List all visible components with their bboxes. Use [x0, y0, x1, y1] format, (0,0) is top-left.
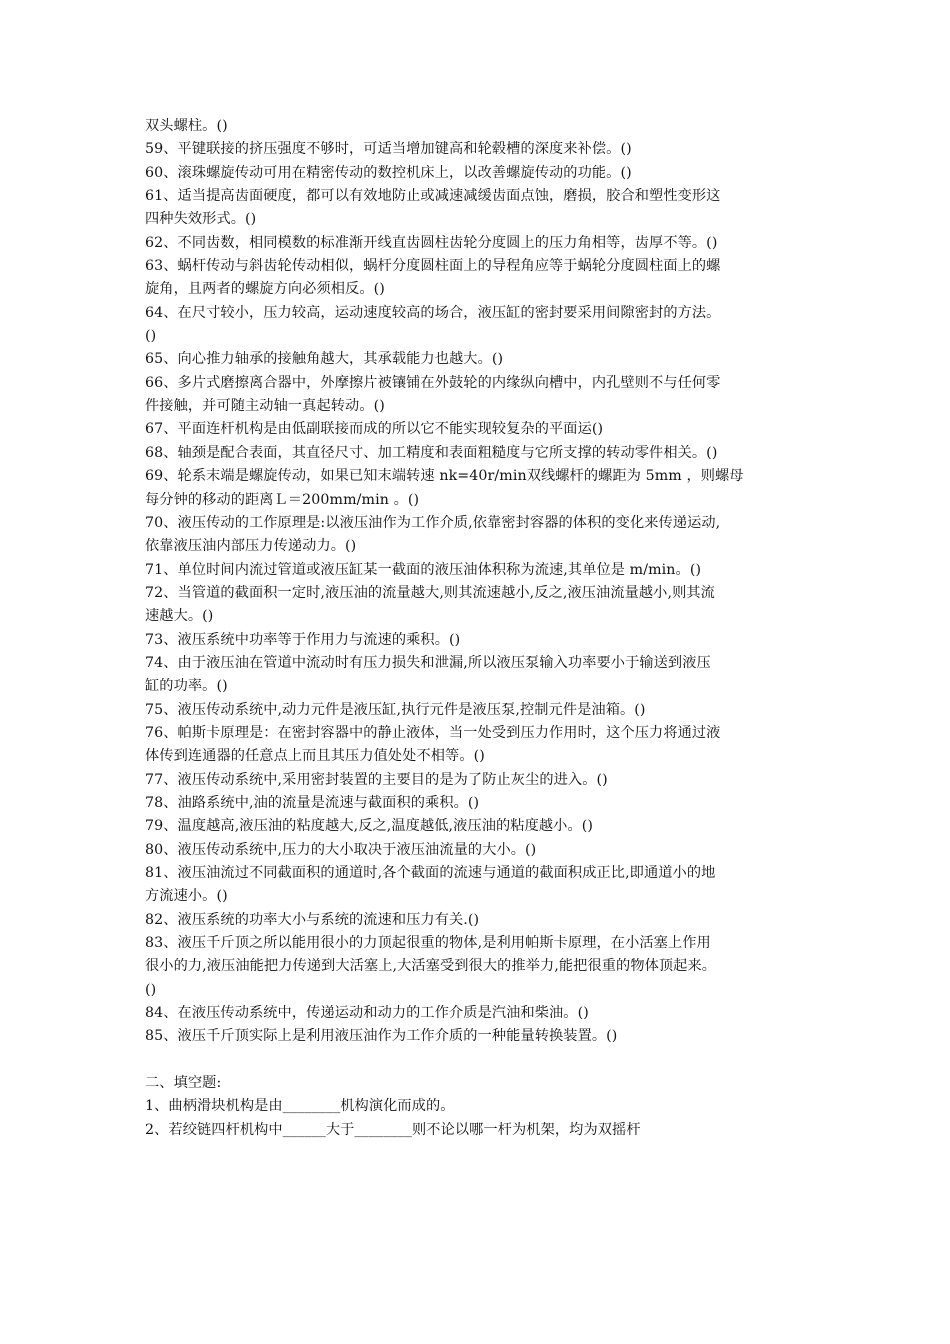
text-line: 依靠液压油内部压力传递动力。() [145, 538, 357, 555]
blank-line [145, 1049, 815, 1072]
text-line: 81、液压油流过不同截面积的通道时,各个截面的流速与通道的截面积成正比,即通道小的地 [145, 865, 716, 881]
text-line: () [145, 328, 157, 345]
text-line: 83、液压千斤顶之所以能用很小的力顶起很重的物体,是利用帕斯卡原理，在小活塞上作用 [145, 935, 711, 952]
text-line: 双头螺柱。() [145, 118, 228, 134]
text-line: 78、油路系统中,油的流量是流速与截面积的乘积。() [145, 794, 480, 811]
text-line: 75、液压传动系统中,动力元件是液压缸,执行元件是液压泵,控制元件是油箱。() [145, 701, 646, 718]
text-line: 66、多片式磨擦离合器中，外摩擦片被镶铺在外鼓轮的内缘纵向槽中，内孔壁则不与任何零 [145, 374, 721, 391]
text-line: 67、平面连杆机构是由低副联接而成的所以它不能实现较复杂的平面运() [145, 421, 604, 438]
text-line: 方流速小。() [145, 888, 228, 905]
text-line: 71、单位时间内流过管道或液压缸某一截面的液压油体积称为流速,其单位是 m/min。() [145, 561, 702, 578]
text-line: 65、向心推力轴承的接触角越大，其承载能力也越大。() [145, 351, 504, 368]
text-line: 69、轮系末端是螺旋传动，如果已知末端转速 nk=40r/min双线螺杆的螺距为 5mm ，则螺母 [145, 468, 744, 485]
text-line: 2、若绞链四杆机构中______大于________则不论以哪一杆为机架，均为双摇杆 [145, 1121, 641, 1138]
text-line: 每分钟的移动的距离Ｌ＝200mm/min 。() [145, 491, 420, 508]
text-line: 76、帕斯卡原理是：在密封容器中的静止液体，当一处受到压力作用时，这个压力将通过液 [145, 724, 721, 741]
text-line: 84、在液压传动系统中，传递运动和动力的工作介质是汽油和柴油。() [145, 1005, 589, 1022]
text-line: 四种失效形式。() [145, 211, 257, 228]
text-line: 77、液压传动系统中,采用密封装置的主要目的是为了防止灰尘的进入。() [145, 771, 608, 788]
text-line: 62、不同齿数，相同模数的标准渐开线直齿圆柱齿轮分度圆上的压力角相等，齿厚不等。() [145, 234, 718, 251]
text-line: 79、温度越高,液压油的粘度越大,反之,温度越低,液压油的粘度越小。() [145, 818, 594, 835]
text-line: 速越大。() [145, 608, 214, 625]
text-line: 73、液压系统中功率等于作用力与流速的乘积。() [145, 631, 461, 648]
text-line: 74、由于液压油在管道中流动时有压力损失和泄漏,所以液压泵输入功率要小于输送到液压 [145, 654, 711, 671]
text-line: () [145, 981, 157, 998]
text-line: 70、液压传动的工作原理是:以液压油作为工作介质,依靠密封容器的体积的变化来传递运动, [145, 514, 721, 531]
text-line: 61、适当提高齿面硬度，都可以有效地防止或减速减缓齿面点蚀，磨损，胶合和塑性变形这 [145, 188, 721, 205]
text-line: 80、液压传动系统中,压力的大小取决于液压油流量的大小。() [145, 841, 537, 858]
text-line: 68、轴颈是配合表面，其直径尺寸、加工精度和表面粗糙度与它所支撑的转动零件相关。() [145, 444, 718, 461]
text-line: 63、蜗杆传动与斜齿轮传动相似，蜗杆分度圆柱面上的导程角应等于蜗轮分度圆柱面上的螺 [145, 258, 721, 275]
text-line: 旋角，且两者的螺旋方向必须相反。() [145, 281, 385, 298]
text-line: 60、滚珠螺旋传动可用在精密传动的数控机床上，以改善螺旋传动的功能。() [145, 164, 632, 181]
text-line: 很小的力,液压油能把力传递到大活塞上,大活塞受到很大的推举力,能把很重的物体顶起来。 [145, 958, 717, 975]
text-line: 85、液压千斤顶实际上是利用液压油作为工作介质的一种能量转换装置。() [145, 1028, 618, 1045]
text-line: 59、平键联接的挤压强度不够时，可适当增加键高和轮毂槽的深度来补偿。() [145, 141, 632, 158]
text-line: 82、液压系统的功率大小与系统的流速和压力有关.() [145, 911, 480, 928]
text-line: 72、当管道的截面积一定时,液压油的流量越大,则其流速越小,反之,液压油流量越小,则其流 [145, 584, 715, 601]
text-line: 体传到连通器的任意点上而且其压力值处处不相等。() [145, 748, 485, 765]
text-line: 二、填空题: [145, 1075, 222, 1092]
document-body [145, 115, 815, 1142]
text-line: 1、曲柄滑块机构是由________机构演化而成的。 [145, 1098, 455, 1115]
text-line: 缸的功率。() [145, 678, 228, 695]
text-line: 件接触，并可随主动轴一真起转动。() [145, 398, 385, 415]
text-line: 64、在尺寸较小，压力较高，运动速度较高的场合，液压缸的密封要采用间隙密封的方法。 [145, 304, 721, 321]
